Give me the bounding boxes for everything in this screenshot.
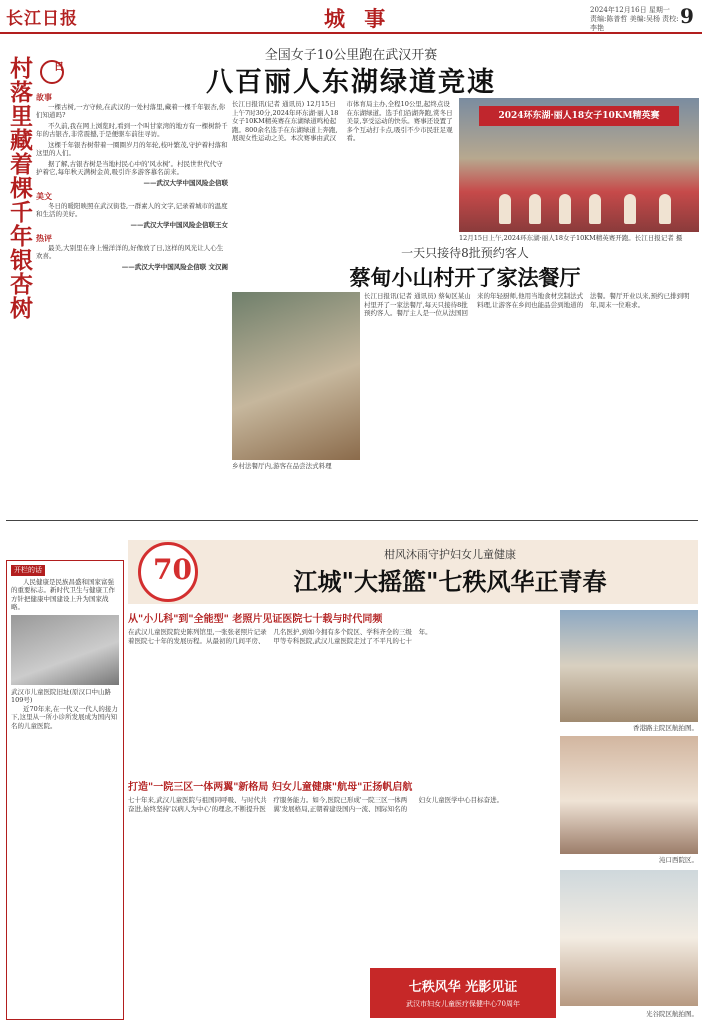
- west-campus-caption: 沌口西院区。: [659, 856, 698, 864]
- lead-kicker: 全国女子10公里跑在武汉开赛: [264, 48, 438, 63]
- lead-headline: 八百丽人东湖绿道竞速: [206, 67, 496, 98]
- runner-figure: [499, 194, 511, 224]
- story-signature: ——武汉大学中国风险企信联: [143, 178, 228, 187]
- runner-figure: [659, 194, 671, 224]
- promo-subtitle: 武汉市妇女儿童医疗保健中心70周年: [406, 1000, 520, 1008]
- column-intro-box: [6, 560, 124, 1020]
- intro-title: 开栏的话: [11, 565, 45, 576]
- feature-kicker: 柑风沐雨守护妇女儿童健康: [384, 548, 516, 561]
- old-hospital-photo: [11, 615, 119, 685]
- old-hospital-caption: 武汉市儿童医院旧址(原汉口中山路109号): [11, 687, 112, 704]
- promo-banner: [370, 968, 556, 1018]
- restaurant-photo: [232, 292, 360, 460]
- beauty-tag: 美文: [36, 191, 52, 201]
- feature-headline: 江城"大摇篮"七秩风华正青春: [293, 567, 607, 596]
- section-title: 城 事: [324, 6, 392, 31]
- header-info: [590, 6, 682, 33]
- column-body: [36, 56, 228, 516]
- page-number: 9: [680, 4, 694, 28]
- column-vertical-title: 村落里藏着棵千年银杏树: [6, 56, 33, 320]
- feature-subhead-2: 打造"一院三区一体两翼"新格局 妇女儿童健康"航母"正扬帆启航: [128, 782, 413, 793]
- issue-date: 2024年12月16日 星期一: [590, 6, 670, 14]
- editors-line: 责编:陈普哲 美编:吴杨 责校:李艳: [590, 15, 679, 32]
- feature-subhead-1: 从"小儿科"到"全能型" 老照片见证医院七十载与时代同频: [128, 614, 383, 625]
- feature-header: [128, 540, 698, 604]
- intro-text-2: 近70年来,在一代又一代人的接力下,这里从一所小诊所发展成为国内知名的儿童医院。: [11, 704, 118, 730]
- runner-figure: [624, 194, 636, 224]
- west-campus-photo: [560, 736, 698, 854]
- story-paragraph: 据了解,古银杏树是当地村民心中的'风水树'。村民世世代代守护着它,每年秋天满树金黄,吸引许多游客慕名前来。: [36, 159, 223, 176]
- brand-label: 日: [54, 62, 64, 73]
- second-headline: 蔡甸小山村开了家法餐厅: [349, 265, 581, 290]
- intro-text: 人民健康是民族昌盛和国家富强的重要标志。新时代卫生与健康工作方针把健康中国建设上升为国家战略。: [11, 577, 115, 611]
- marathon-caption: 12月15日上午,2024环东湖·丽人18女子10KM精英赛开跑。长江日报记者 摄: [459, 234, 683, 242]
- hot-comment-tag: 热评: [36, 233, 52, 243]
- story-tag: 故事: [36, 92, 52, 102]
- main-campus-caption: 香港路主院区航拍图。: [633, 724, 698, 732]
- second-kicker: 一天只接待8批预约客人: [401, 246, 529, 260]
- beauty-paragraph: 冬日的暖阳映照在武汉街巷,一群素人的文字,记录着城市的温度和生活的美好。: [36, 201, 228, 218]
- feature-body-2: 七十年来,武汉儿童医院与祖国同呼吸、与时代共奋进,始终坚持'以病人为中心'的理念,不断提升医疗服务能力。如今,医院已形成'一院三区一体两翼'发展格局,正朝着建设国内一流、国际知名的妇女儿童医学中心目标奋进。: [128, 796, 504, 813]
- runner-figure: [589, 194, 601, 224]
- runner-figure: [559, 194, 571, 224]
- marathon-photo: [459, 98, 699, 232]
- story-paragraph: 一棵古树,一方守候,在武汉的一处村落里,藏着一棵千年银杏,你们知道吗?: [36, 102, 226, 119]
- race-banner: 2024环东湖·丽人18女子10KM精英赛: [479, 106, 679, 126]
- second-article-body: 长江日报讯(记者 通讯员) 蔡甸区某山村里开了一家法餐厅,每天只接待8批预约客人。餐厅主人是一位从法国回来的年轻厨师,他用当地食材烹制法式料理,让游客在乡间也能品尝到地道的法餐。餐厅开业以来,预约已排到明年,周末一位难求。: [364, 292, 690, 317]
- hot-comment-paragraph: 最美,大别里在身上慢洋洋的,好像放了日,这样的风光让人心生欢喜。: [36, 243, 224, 260]
- story-paragraph: 不久前,我在网上浏览时,看到一个叫甘家湾的地方有一棵树龄千年的古银杏,非常震撼,于是便驱车前往寻访。: [36, 121, 228, 138]
- newspaper-logo: 长江日报: [6, 9, 78, 29]
- section-divider: [6, 520, 698, 521]
- optics-valley-campus-photo: [560, 870, 698, 1006]
- lead-article-body: 长江日报讯(记者 通讯员) 12月15日上午7时30分,2024年环东湖·丽人18女子10KM精英赛在东湖绿道鸣枪起跑。800余名选手在东湖绿道上奔跑,展现女性运动之美。本次赛事由武汉市体育局主办,全程10公里,起终点设在东湖绿道。选手们沿湖奔跑,赏冬日美景,享受运动的快乐。赛事还设置了多个互动打卡点,吸引不少市民驻足观看。: [232, 100, 453, 142]
- column-brand: [36, 56, 96, 88]
- feature-body-1: 在武汉儿童医院院史陈列馆里,一张张老照片记录着医院七十年的发展历程。从最初的几间平房、几名医护,到如今拥有多个院区、学科齐全的三级甲等专科医院,武汉儿童医院走过了不平凡的七十年。: [128, 628, 432, 645]
- optics-valley-caption: 光谷院区航拍图。: [646, 1010, 698, 1018]
- anniversary-number: 70: [153, 553, 192, 586]
- column-title-block: [6, 56, 32, 442]
- beauty-signature: ——武汉大学中国风险企信联王女: [130, 220, 228, 229]
- runner-figure: [529, 194, 541, 224]
- promo-title: 七秩风华 光影见证: [408, 980, 518, 995]
- anniversary-logo: [138, 542, 198, 602]
- restaurant-caption: 乡村法餐厅内,游客在品尝法式料理: [232, 462, 332, 470]
- page-header: [0, 0, 702, 34]
- hot-comment-signature: ——武汉大学中国风险企信联 文汉阁: [121, 262, 228, 271]
- story-paragraph: 这棵千年银杏树带着一圈圈岁月的年轮,枝叶繁茂,守护着村落和这里的人们。: [36, 140, 228, 157]
- main-campus-photo: [560, 610, 698, 722]
